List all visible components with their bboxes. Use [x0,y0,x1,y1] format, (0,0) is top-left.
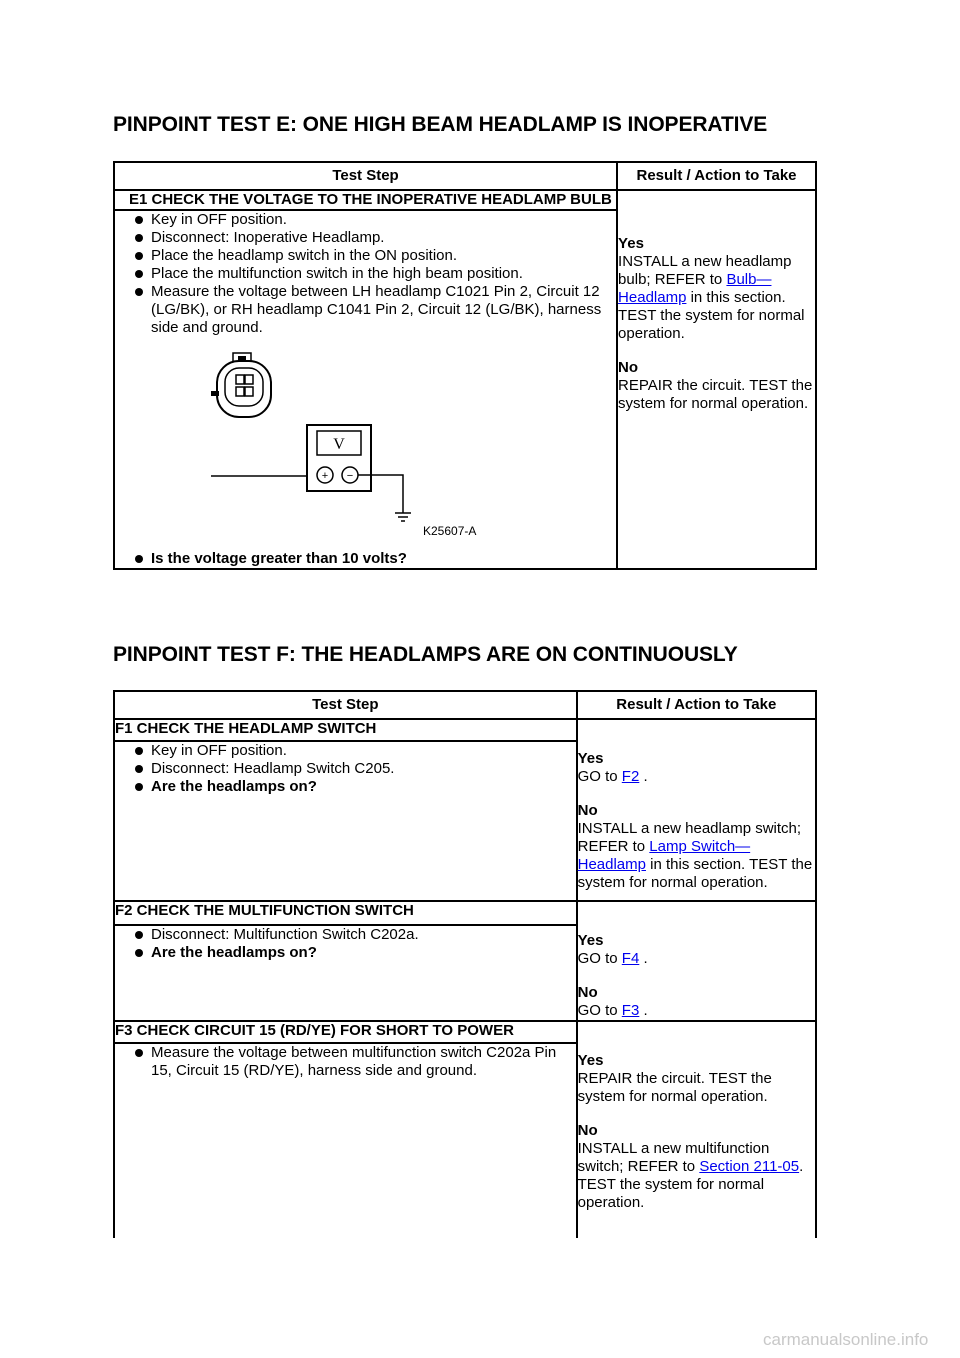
step-f3-title: F3 CHECK CIRCUIT 15 (RD/YE) FOR SHORT TO POWER [114,1021,577,1043]
list-item: Place the multifunction switch in the high beam position. [135,265,616,283]
step-f2-title: F2 CHECK THE MULTIFUNCTION SWITCH [114,901,577,925]
yes-action: GO to F4 . [577,950,648,967]
no-action: GO to F3 . [577,1002,648,1019]
no-action: INSTALL a new headlamp switch; REFER to Lamp Switch—Headlamp in this section. TEST the system for normal operation. [577,820,813,891]
list-item: Disconnect: Inoperative Headlamp. [135,229,616,247]
step-e1-title: E1 CHECK THE VOLTAGE TO THE INOPERATIVE HEADLAMP BULB [114,190,617,210]
no-label: No [577,984,598,1001]
link-f2[interactable]: F2 [621,768,640,785]
col-header-test-step: Test Step [114,691,577,719]
voltmeter-symbol: V [333,436,345,453]
step-e1-question: Is the voltage greater than 10 volts? [135,550,616,568]
col-header-test-step: Test Step [114,162,617,190]
figure-label: K25607-A [423,524,477,538]
link-f3[interactable]: F3 [621,1002,640,1019]
test-e-table [113,161,817,570]
list-item: Key in OFF position. [135,211,616,229]
yes-label: Yes [577,932,604,949]
negative-symbol: − [346,470,354,482]
col-header-result: Result / Action to Take [617,162,816,190]
col-header-result: Result / Action to Take [577,691,816,719]
list-item: Measure the voltage between LH headlamp C1021 Pin 2, Circuit 12 (LG/BK), or RH headlamp C1041 Pin 2, Circuit 12 (LG/BK), harness side and ground. [135,283,616,337]
connector-pin [236,375,244,384]
no-label: No [577,802,598,819]
step-f1-title: F1 CHECK THE HEADLAMP SWITCH [114,719,577,741]
connector-pin [245,375,253,384]
link-section-211-05[interactable]: Section 211-05 [699,1158,800,1175]
list-item: Disconnect: Multifunction Switch C202a. [135,926,576,944]
connector-pin [245,387,253,396]
yes-action: INSTALL a new headlamp bulb; REFER to Bulb—Headlamp in this section. TEST the system for normal operation. [618,253,805,342]
link-f4[interactable]: F4 [621,950,640,967]
step-e1-bullets [115,211,616,337]
test-f-table [113,690,817,1238]
step-f2-result [577,901,816,1021]
step-f2-body [114,925,577,1021]
voltmeter-diagram [211,351,501,541]
voltmeter-figure [211,351,616,546]
list-item: Disconnect: Headlamp Switch C205. [135,760,576,778]
list-item: Key in OFF position. [135,742,576,760]
yes-action: GO to F2 . [577,768,648,785]
yes-label: Yes [618,235,644,252]
no-action: INSTALL a new multifunction switch; REFER to Section 211-05. TEST the system for normal operation. [577,1140,804,1211]
list-item: Place the headlamp switch in the ON position. [135,247,616,265]
test-e-title: PINPOINT TEST E: ONE HIGH BEAM HEADLAMP IS INOPERATIVE [113,113,768,136]
link-lamp-switch-headlamp[interactable]: Lamp Switch—Headlamp [577,838,751,873]
step-f1-body [114,741,577,901]
positive-symbol: + [321,470,329,482]
step-f1-result [577,719,816,901]
step-f2-question: Are the headlamps on? [135,944,576,962]
link-bulb-headlamp[interactable]: Bulb—Headlamp [618,271,772,306]
test-probe [211,391,219,396]
connector-pin [236,387,244,396]
no-label: No [577,1122,598,1139]
step-e1-result [617,190,816,569]
watermark: carmanualsonline.info [763,1330,929,1349]
test-f-title: PINPOINT TEST F: THE HEADLAMPS ARE ON CONTINUOUSLY [113,643,738,666]
step-f3-body [114,1043,577,1238]
yes-label: Yes [577,1052,604,1069]
no-label: No [618,359,639,376]
step-e1-body [114,210,617,569]
yes-label: Yes [577,750,604,767]
yes-action: REPAIR the circuit. TEST the system for normal operation. [577,1070,772,1105]
step-f1-question: Are the headlamps on? [135,778,576,796]
step-f3-result [577,1021,816,1238]
no-action: REPAIR the circuit. TEST the system for normal operation. [618,377,813,412]
list-item: Measure the voltage between multifunction switch C202a Pin 15, Circuit 15 (RD/YE), harness side and ground. [135,1044,576,1080]
